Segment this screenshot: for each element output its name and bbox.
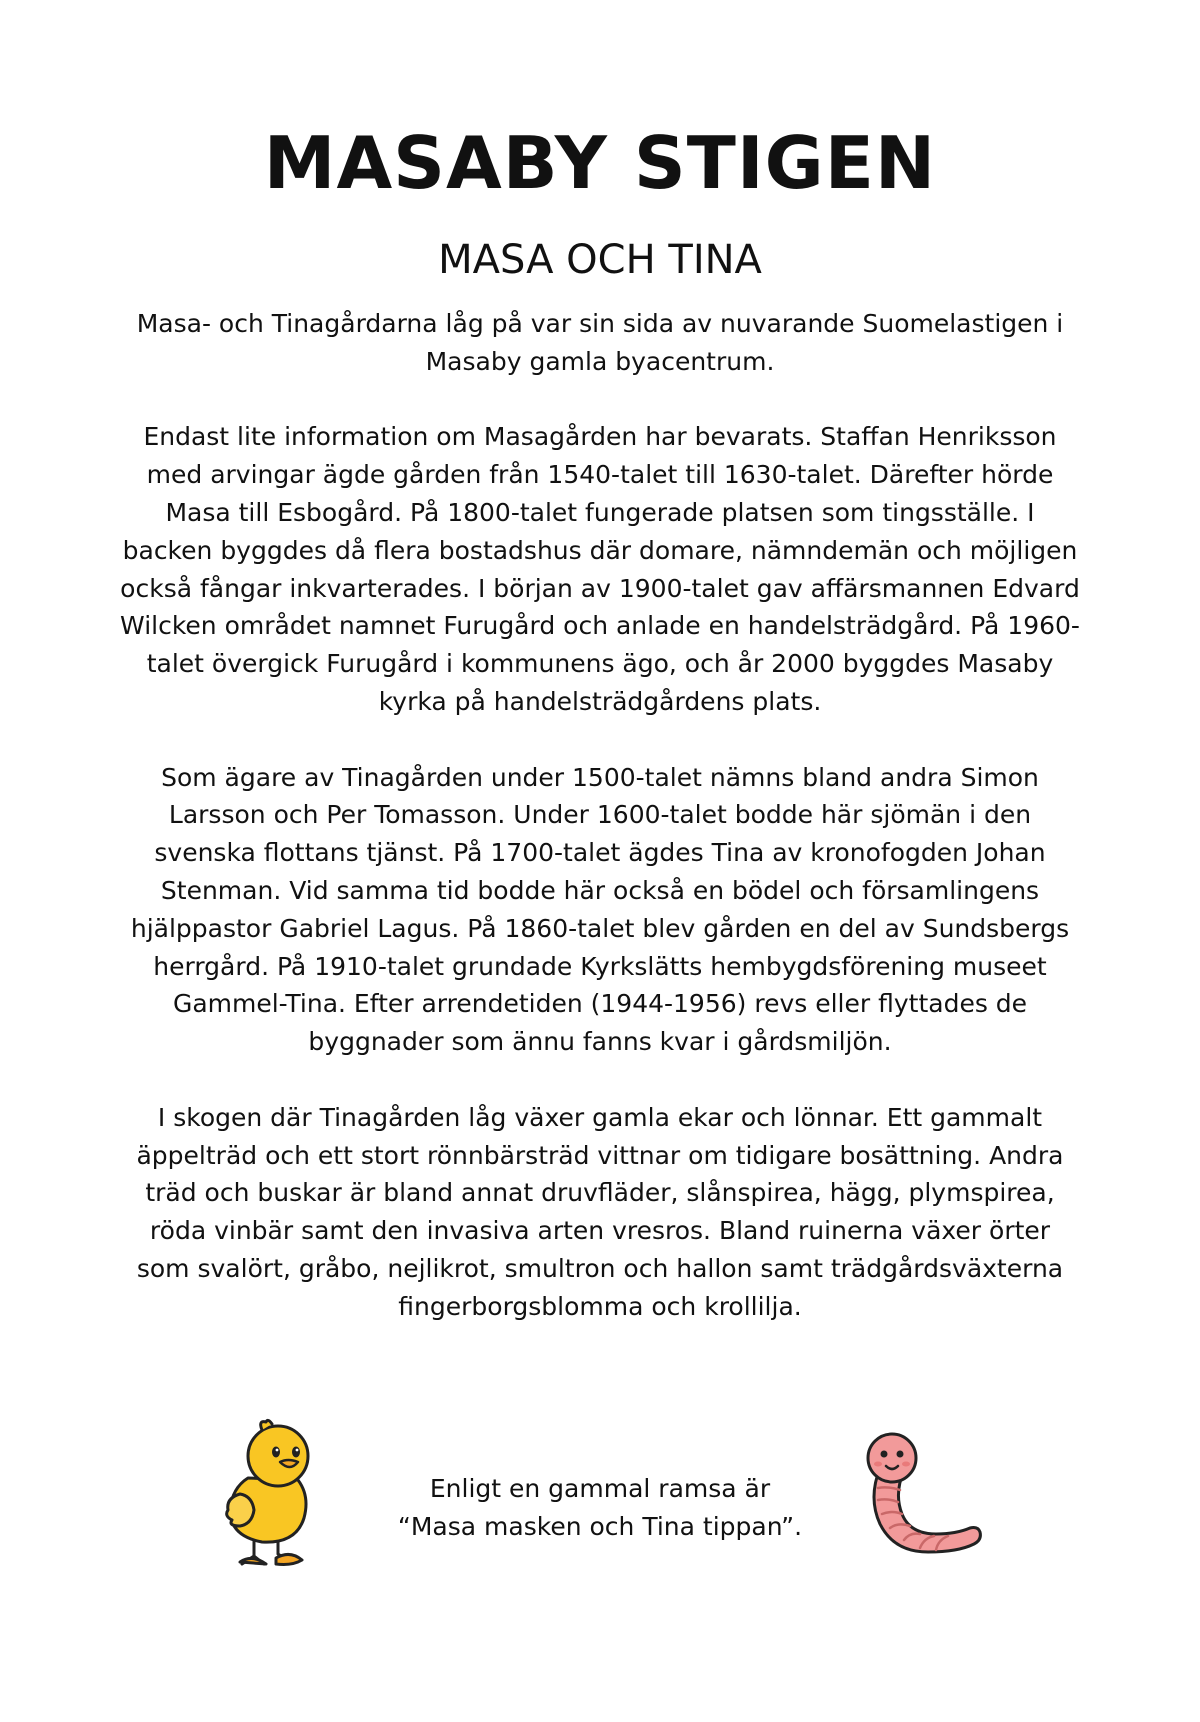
page-title: MASABY STIGEN [263,121,937,205]
paragraph-tina: Som ägare av Tinagården under 1500-talet nämns bland andra Simon Larsson och Per Tomasson. Under 1600-talet bodde här sjömän i den svenska flottans tjänst. På 1700-talet ägdes Tina av kronofogden Johan Stenman. Vid samma tid bodde här också en bödel och församlingens hjälppastor Gabriel Lagus. På 1860-talet blev gården en del av Sundsbergs herrgård. På 1910-talet grundade Kyrkslätts hembygdsförening museet Gammel-Tina. Efter arrendetiden (1944-1956) revs eller flyttades de byggnader som ännu fanns kvar i gårdsmiljön. [130,762,1070,1057]
worm-icon [858,1428,988,1560]
rhyme-line-2: “Masa masken och Tina tippan”. [397,1511,803,1541]
rhyme-line-1: Enligt en gammal ramsa är [429,1474,771,1503]
paragraph-masa: Endast lite information om Masagården har bevarats. Staffan Henriksson med arvingar ägde gården från 1540-talet till 1630-talet. Därefter hörde Masa till Esbogård. På 1800-talet fungerade platsen som tingsställe. I backen byggdes då flera bostadshus där domare, nämndemän och möjligen också fångar inkvarterades. I början av 1900-talet gav affärsmannen Edvard Wilcken området namnet Furugård och anlade en handelsträdgård. På 1960-talet övergick Furugård i kommunens ägo, och år 2000 byggdes Masaby kyrka på handelsträdgårdens plats. [120,422,1080,716]
body-text [120,305,1080,1363]
paragraph-vegetation: I skogen där Tinagården låg växer gamla ekar och lönnar. Ett gammalt äppelträd och ett stort rönnbärsträd vittnar om tidigare bosättning. Andra träd och buskar är bland annat druvfläder, slånspirea, hägg, plymspirea, röda vinbär samt den invasiva arten vresros. Bland ruinerna växer örter som svalört, gråbo, nejlikrot, smultron och hallon samt trädgårdsväxterna fingerborgsblomma och krollilja. [136,1102,1064,1321]
page-subtitle: MASA OCH TINA [438,237,762,283]
paragraph-intro: Masa- och Tinagårdarna låg på var sin sida av nuvarande Suomelastigen i Masaby gamla byacentrum. [136,309,1064,376]
chick-icon [218,1418,328,1566]
rhyme-block [300,1470,900,1546]
